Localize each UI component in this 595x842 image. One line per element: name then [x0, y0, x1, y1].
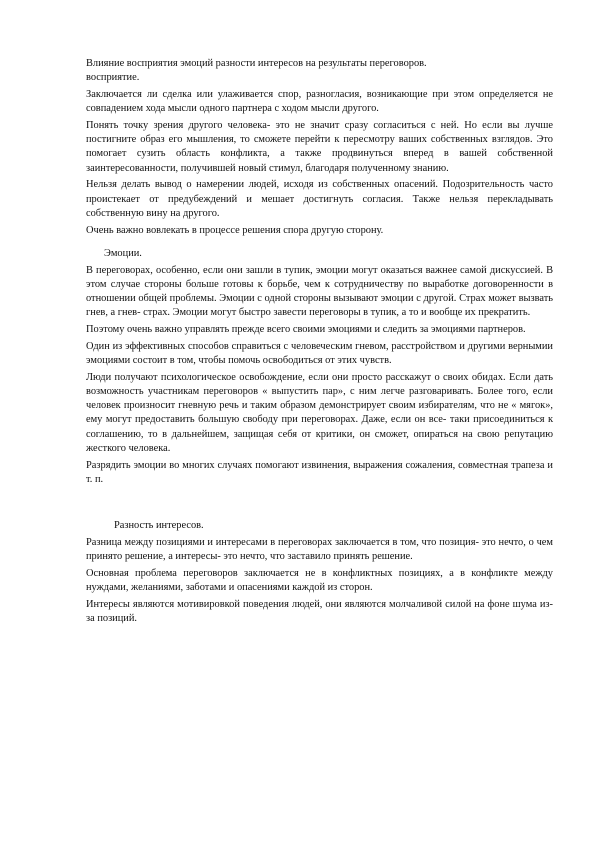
section-heading-interests: Разность интересов. — [114, 520, 204, 532]
paragraph: Интересы являются мотивировкой поведения людей, они являются молчаливой силой на фоне шума из-за позиций. — [86, 598, 553, 625]
paragraph: Люди получают психологическое освобождение, если они просто расскажут о своих обидах. Если дать возможность участникам переговоров « выпустить пар», с ним легче разговаривать. Более того, если человек произносит гневную речь и таким образом демонстрирует своим избирателям, что не « мягок», ему могут предоставить большую свободу при переговорах. Даже, если он все- таки присоединиться к соглашению, то в дальнейшем, защищая себя от критики, он сможет, опираться на свою репутацию жесткого человека. — [86, 371, 553, 454]
paragraph: Заключается ли сделка или улаживается спор, разногласия, возникающие при этом определяется не совпадением хода мысли одного партнера с ходом мысли другого. — [86, 89, 553, 115]
paragraph: В переговорах, особенно, если они зашли в тупик, эмоции могут оказаться важнее самой дискуссией. В этом случае стороны больше готовы к борьбе, чем к сотрудничеству по выработке договоренности в отношении общей проблемы. Эмоции с одной стороны вызывают эмоции с другой. Страх может вызвать гнев, а гнев- страх. Эмоции могут быстро завести переговоры в тупик, а то и вообще их прекратить. — [86, 264, 553, 319]
paragraph: Разрядить эмоции во многих случаях помогают извинения, выражения сожаления, совместная трапеза и т. п. — [86, 459, 553, 485]
paragraph: Основная проблема переговоров заключается не в конфликтных позициях, а в конфликте между нуждами, желаниями, заботами и опасениями каждой из сторон. — [86, 567, 553, 594]
document-body — [86, 57, 553, 629]
paragraph: Нельзя делать вывод о намерении людей, исходя из собственных опасений. Подозрительность часто проистекает от предубеждений и мешает достигнуть согласия. Также нельзя перекладывать собственную вину на другого. — [86, 179, 553, 219]
paragraph: Поэтому очень важно управлять прежде всего своими эмоциями и следить за эмоциями партнеров. — [86, 324, 526, 336]
paragraph: Понять точку зрения другого человека- это не значит сразу согласиться с ней. Но если вы лучше постигните образ его мышления, то сможете перейти к пересмотру ваших собственных взглядов. Это помогает сузить область конфликта, а также продвинуться вперед в вашей собственной заинтересованности, получившей новый стимул, благодаря полученному знанию. — [86, 120, 553, 174]
paragraph: Разница между позициями и интересами в переговорах заключается в том, что позиция- это нечто, о чем принято решение, а интересы- это нечто, что заставило принять решение. — [86, 536, 553, 563]
document-title: Влияние восприятия эмоций разности интересов на результаты переговоров. — [86, 58, 427, 69]
paragraph: Один из эффективных способов справиться с человеческим гневом, расстройством и другими вернымии эмоциями состоит в том, чтобы помочь освободиться от этих чувств. — [86, 340, 553, 367]
section-heading-emotions: Эмоции. — [104, 247, 142, 259]
perception-label: восприятие. — [86, 72, 140, 84]
paragraph: Очень важно вовлекать в процессе решения спора другую сторону. — [86, 224, 384, 236]
